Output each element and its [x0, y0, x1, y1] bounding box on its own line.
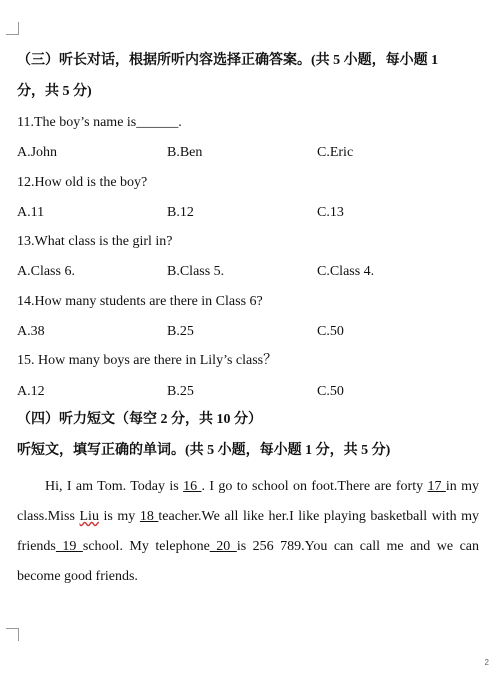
option-a: A.Class 6.	[17, 264, 75, 279]
passage-text: in my class.Miss	[17, 479, 479, 524]
option-c: C.Eric	[317, 145, 354, 160]
option-c: C.50	[317, 324, 344, 339]
blank-18: 18	[139, 509, 159, 524]
option-a: A.38	[17, 324, 45, 339]
section4-heading: （四）听力短文（每空 2 分，共 10 分）	[17, 412, 262, 427]
passage-text: Hi, I am Tom. Today is	[45, 479, 184, 494]
blank-20: 20	[209, 539, 237, 554]
question-14: 14.How many students are there in Class 6?	[17, 294, 263, 309]
page-number: 2	[484, 658, 489, 667]
passage-text: is 256 789.You can call me and we can become good friends.	[17, 539, 480, 584]
option-b: B.25	[167, 324, 194, 339]
question-12: 12.How old is the boy?	[17, 175, 148, 190]
option-b: B.25	[167, 384, 194, 399]
option-a: A.John	[17, 145, 58, 160]
passage-text: is my	[98, 509, 140, 524]
passage-text: school. My telephone	[82, 539, 210, 554]
passage-text: . I go to school on foot.There are forty	[201, 479, 428, 494]
option-c: C.Class 4.	[317, 264, 375, 279]
option-b: B.Class 5.	[167, 264, 225, 279]
blank-16: 16	[183, 479, 202, 494]
passage-text: teacher.We all like her.I like playing basketball with my friends	[17, 509, 480, 554]
section3-heading-line1: （三）听长对话，根据所听内容选择正确答案。(共 5 小题，每小题 1	[17, 53, 439, 68]
section4-instruction: 听短文，填写正确的单词。(共 5 小题，每小题 1 分，共 5 分)	[17, 443, 391, 458]
option-c: C.50	[317, 384, 344, 399]
option-a: A.11	[17, 205, 45, 220]
question-11: 11.The boy’s name is______.	[17, 115, 182, 130]
blank-19: 19	[55, 539, 83, 554]
page-corner-mark-top	[6, 22, 19, 35]
question-13: 13.What class is the girl in?	[17, 234, 173, 249]
passage	[17, 472, 479, 592]
blank-17: 17	[427, 479, 446, 494]
question-15: 15. How many boys are there in Lily’s class？	[17, 353, 278, 368]
option-b: B.12	[167, 205, 194, 220]
option-a: A.12	[17, 384, 45, 399]
page-corner-mark-bottom	[6, 628, 19, 641]
option-c: C.13	[317, 205, 344, 220]
option-b: B.Ben	[167, 145, 203, 160]
misspelling-mark: Liu	[79, 509, 99, 524]
section3-heading-line2: 分，共 5 分)	[17, 84, 92, 99]
